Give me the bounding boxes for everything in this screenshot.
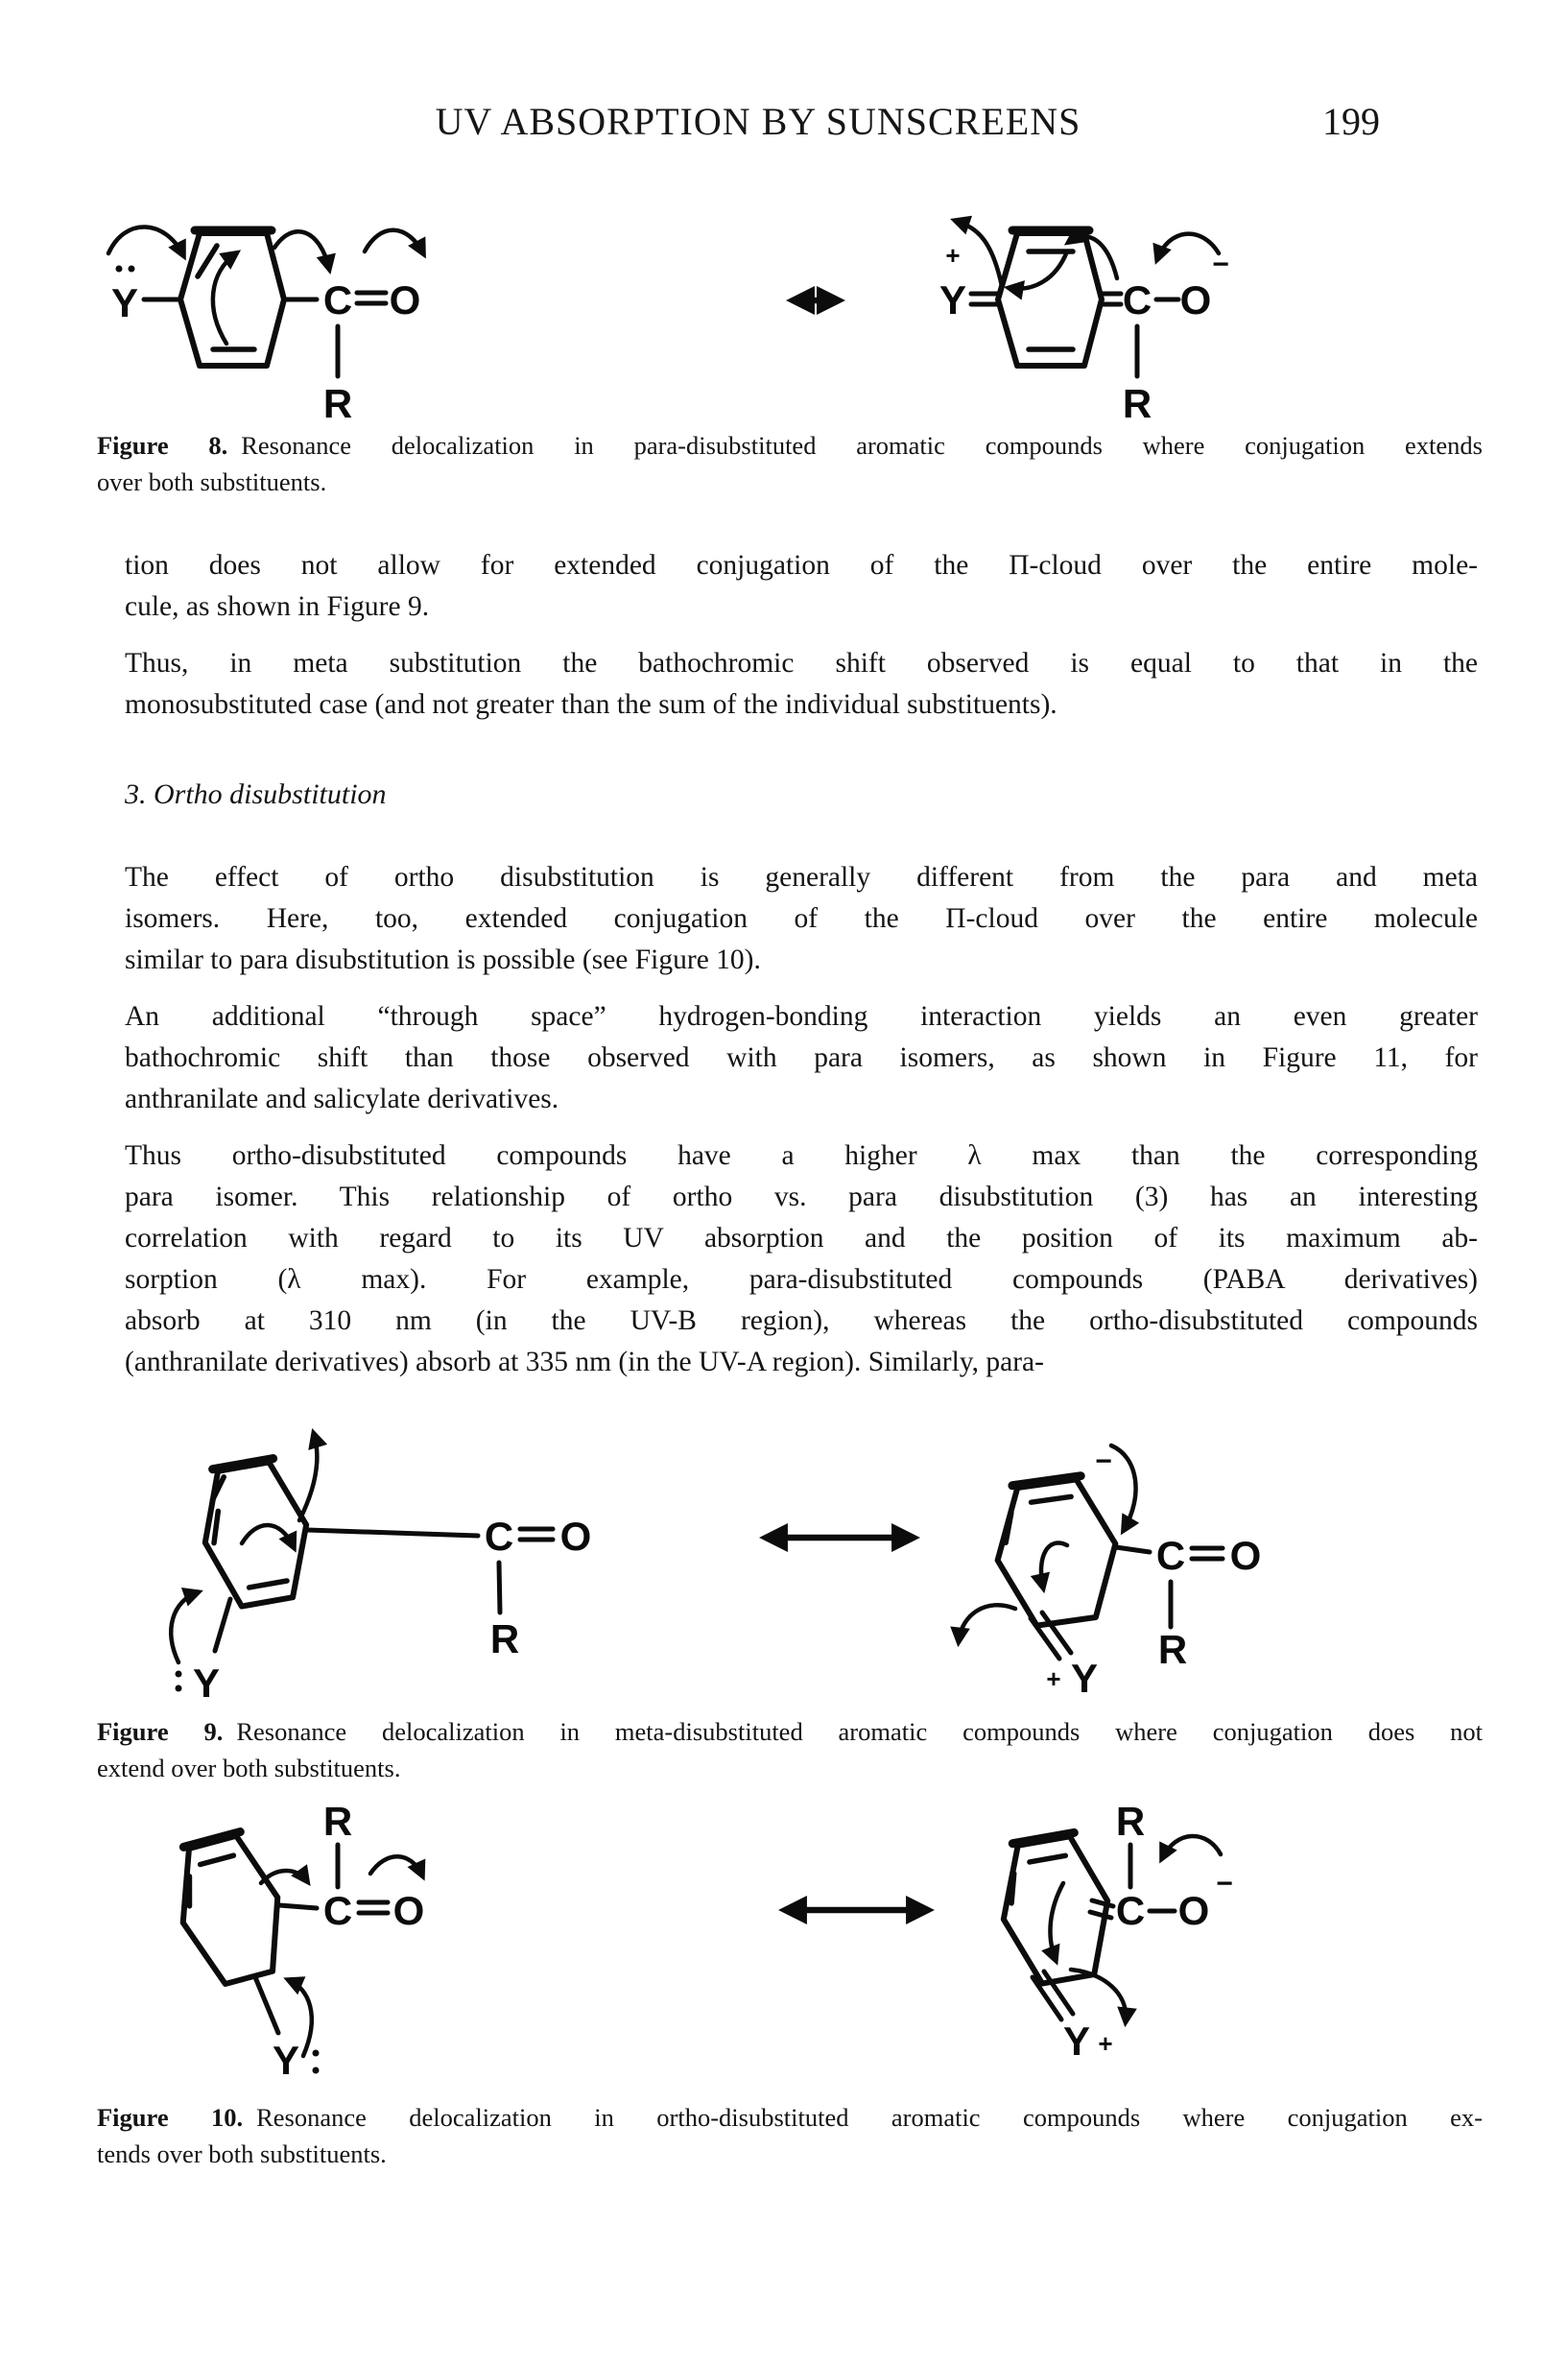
atom-label-y: Y: [1062, 2019, 1091, 2064]
bond: [307, 1530, 478, 1536]
body-line: similar to para disubstitution is possible (see Figure 10).: [125, 944, 761, 975]
benzene-ring: [180, 230, 284, 366]
atom-label-c: C: [1115, 1888, 1146, 1933]
plus-charge: +: [1098, 2029, 1113, 2058]
atom-label-y: Y: [192, 1660, 221, 1706]
atom-label-o: O: [392, 1888, 425, 1933]
lone-pair-dots: [129, 266, 135, 273]
lone-pair-dots: [116, 266, 123, 273]
atom-label-o: O: [559, 1514, 592, 1559]
lone-pair-dots: [313, 2067, 320, 2074]
page-title: UV ABSORPTION BY SUNSCREENS: [435, 100, 1081, 143]
caption-text: Resonance delocalization in ortho-disubstituted aromatic compounds where conjugation ex-: [256, 2103, 1483, 2132]
fig10-left-structure: [164, 1800, 424, 2083]
curved-arrow: [213, 253, 236, 344]
figure9-caption: [97, 1714, 1483, 1786]
atom-label-c: C: [322, 277, 353, 322]
caption-line: over both substituents.: [97, 466, 327, 496]
atom-label-r: R: [1122, 381, 1152, 426]
body-line: Thus ortho-disubstituted compounds have a higher λ max than the corresponding: [125, 1140, 1478, 1171]
benzene-ring: [164, 1827, 296, 1990]
plus-charge: +: [945, 241, 961, 270]
atom-label-r: R: [1115, 1800, 1146, 1844]
lone-pair-dots: [313, 2050, 320, 2057]
fig10-right-structure: [991, 1800, 1233, 2064]
bond: [255, 1977, 278, 2033]
lone-pair-dots: [176, 1671, 182, 1678]
figure-label: Figure 9.: [97, 1717, 224, 1746]
atom-label-r: R: [322, 1800, 353, 1844]
curved-arrow: [370, 1856, 422, 1875]
body-line: anthranilate and salicylate derivatives.: [125, 1084, 559, 1114]
paragraph: [125, 545, 1478, 628]
atom-label-r: R: [489, 1616, 520, 1661]
paragraph: [125, 857, 1478, 981]
atom-label-r: R: [322, 381, 353, 426]
atom-label-o: O: [1229, 1533, 1262, 1578]
body-line: Thus, in meta substitution the bathochromic shift observed is equal to that in the: [125, 648, 1478, 679]
benzene-ring: [998, 230, 1102, 366]
body-line: tion does not allow for extended conjugation of the Π-cloud over the entire mole-: [125, 550, 1478, 581]
atom-label-c: C: [322, 1888, 353, 1933]
curved-arrow: [242, 1525, 294, 1547]
body-line: An additional “through space” hydrogen-bonding interaction yields an even greater: [125, 1001, 1478, 1032]
body-line: The effect of ortho disubstitution is generally different from the para and meta: [125, 862, 1478, 893]
figure8-artwork: [0, 187, 1568, 437]
curved-arrow: [171, 1592, 198, 1662]
bond: [279, 1905, 317, 1908]
minus-charge: −: [1095, 1445, 1112, 1477]
body-line: cule, as shown in Figure 9.: [125, 591, 430, 622]
body-line: sorption (λ max). For example, para-disubstituted compounds (PABA derivatives): [125, 1264, 1478, 1295]
atom-label-y: Y: [938, 277, 967, 322]
caption-line: [97, 2100, 1483, 2137]
atom-label-y: Y: [1070, 1656, 1099, 1701]
figure10-artwork: [0, 1800, 1568, 2099]
paragraph-group: [125, 545, 1478, 726]
curved-arrow: [299, 1434, 317, 1520]
minus-charge: −: [1216, 1868, 1233, 1899]
curved-arrow: [956, 221, 1002, 286]
body-line: monosubstituted case (and not greater than the sum of the individual substituents).: [125, 689, 1057, 720]
curved-arrow: [1041, 1543, 1067, 1588]
fig8-left-structure: [108, 227, 423, 426]
atom-label-o: O: [1179, 277, 1212, 322]
body-line: isomers. Here, too, extended conjugation of the Π-cloud over the entire molecule: [125, 903, 1478, 934]
atom-label-c: C: [484, 1514, 514, 1559]
curved-arrow: [274, 231, 329, 269]
benzene-ring: [991, 1829, 1120, 1989]
figure10-caption: [97, 2100, 1483, 2172]
paragraph: [125, 643, 1478, 726]
figure9-artwork: [0, 1397, 1568, 1713]
bond: [215, 1599, 230, 1651]
curved-arrow: [1050, 1883, 1063, 1960]
caption-line: [97, 428, 1483, 465]
body-line: bathochromic shift than those observed with para isomers, as shown in Figure 11, for: [125, 1042, 1478, 1073]
lone-pair-dots: [176, 1685, 182, 1692]
curved-arrow: [1157, 234, 1219, 259]
bond: [1116, 1547, 1150, 1552]
figure-label: Figure 8.: [97, 431, 228, 460]
paragraph: [125, 1135, 1478, 1383]
caption-text: Resonance delocalization in meta-disubstituted aromatic compounds where conjugation does not: [236, 1717, 1483, 1746]
fig8-right-structure: [939, 221, 1229, 426]
curved-arrow: [959, 1605, 1015, 1641]
atom-label-c: C: [1155, 1533, 1186, 1578]
page-number: 199: [1322, 100, 1380, 143]
atom-label-o: O: [389, 277, 421, 322]
caption-line: extend over both substituents.: [97, 1753, 401, 1782]
section-heading: 3. Ortho disubstitution: [125, 778, 387, 810]
caption-line: [97, 1714, 1483, 1751]
bond: [499, 1563, 500, 1612]
body-line: para isomer. This relationship of ortho vs. para disubstitution (3) has an interesting: [125, 1182, 1478, 1212]
atom-label-o: O: [1177, 1888, 1210, 1933]
minus-charge: −: [1212, 249, 1229, 280]
curved-arrow: [108, 227, 183, 255]
figure8-caption: [97, 428, 1483, 500]
curved-arrow: [365, 230, 423, 253]
body-line: (anthranilate derivatives) absorb at 335 nm (in the UV-A region). Similarly, para-: [125, 1347, 1044, 1377]
atom-label-y: Y: [272, 2038, 300, 2083]
body-line: absorb at 310 nm (in the UV-B region), whereas the ortho-disubstituted compounds: [125, 1305, 1478, 1336]
curved-arrow: [1010, 251, 1067, 289]
curved-arrow: [1111, 1445, 1136, 1530]
paragraph: [125, 996, 1478, 1120]
fig9-left-structure: [171, 1434, 591, 1706]
body-text: [125, 545, 1478, 1383]
paragraph-group: [125, 857, 1478, 1383]
benzene-ring: [193, 1455, 319, 1611]
atom-label-y: Y: [110, 280, 139, 325]
figure-label: Figure 10.: [97, 2103, 244, 2132]
curved-arrow: [1162, 1836, 1221, 1858]
caption-text: Resonance delocalization in para-disubstituted aromatic compounds where conjugation extends: [241, 431, 1483, 460]
atom-label-r: R: [1157, 1627, 1188, 1672]
fig9-right-structure: [959, 1445, 1261, 1701]
atom-label-c: C: [1122, 277, 1152, 322]
plus-charge: +: [1046, 1664, 1061, 1693]
body-line: correlation with regard to its UV absorption and the position of its maximum ab-: [125, 1223, 1478, 1254]
caption-line: tends over both substituents.: [97, 2138, 387, 2168]
